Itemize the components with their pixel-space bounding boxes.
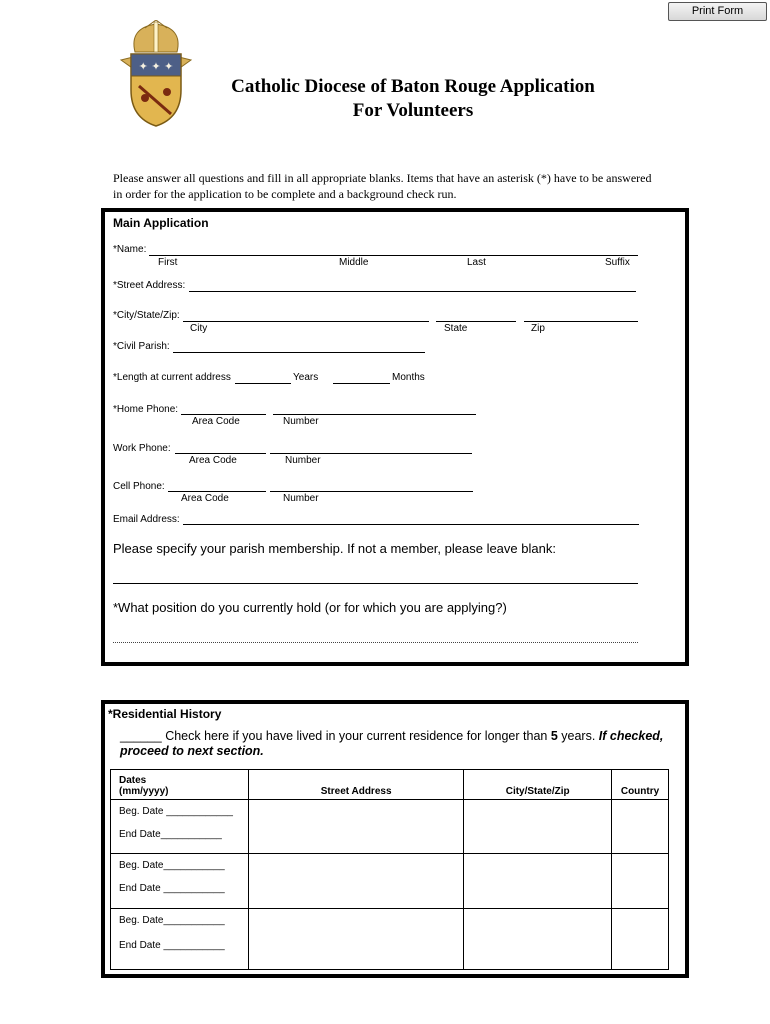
country-cell[interactable]	[612, 909, 669, 970]
end-date-field[interactable]: End Date___________	[119, 829, 222, 840]
print-form-button[interactable]: Print Form	[668, 2, 767, 21]
parish-membership-field[interactable]	[113, 583, 638, 584]
position-field[interactable]	[113, 642, 638, 643]
civil-parish-label: *Civil Parish:	[113, 341, 170, 352]
dates-cell	[111, 909, 249, 970]
residential-history-table	[110, 769, 669, 970]
cell-area-code-field[interactable]	[168, 491, 266, 492]
table-row	[111, 909, 669, 970]
residential-history-heading: *Residential History	[108, 707, 222, 721]
residence-check-statement	[120, 729, 663, 743]
city-field[interactable]	[183, 321, 429, 322]
street-address-column-header: Street Address	[248, 770, 463, 800]
work-area-code-field[interactable]	[175, 453, 266, 454]
end-date-field[interactable]: End Date ___________	[119, 883, 225, 894]
city-state-zip-column-header: City/State/Zip	[464, 770, 612, 800]
form-title-line1: Catholic Diocese of Baton Rouge Application	[231, 76, 595, 97]
home-phone-label: *Home Phone:	[113, 404, 179, 415]
beg-date-field[interactable]: Beg. Date___________	[119, 860, 225, 871]
name-field[interactable]	[149, 255, 638, 256]
city-state-zip-label: *City/State/Zip:	[113, 310, 180, 321]
country-cell[interactable]	[612, 800, 669, 854]
name-middle-caption: Middle	[339, 257, 369, 268]
cell-phone-label: Cell Phone:	[113, 481, 165, 492]
residence-check-mid: years.	[557, 729, 599, 743]
work-number-field[interactable]	[270, 453, 472, 454]
parish-membership-question: Please specify your parish membership. If not a member, please leave blank:	[113, 541, 556, 556]
home-number-caption: Number	[283, 416, 319, 427]
months-field[interactable]	[333, 383, 390, 384]
instructions-text: Please answer all questions and fill in all appropriate blanks. Items that have an asterisk (*) have to be answered in order for the application to be complete and a background check run.	[113, 171, 652, 201]
home-area-code-caption: Area Code	[192, 416, 240, 427]
email-field[interactable]	[183, 524, 639, 525]
months-label: Months	[392, 372, 425, 383]
civil-parish-field[interactable]	[173, 352, 425, 353]
table-row	[111, 800, 669, 854]
work-area-code-caption: Area Code	[189, 455, 237, 466]
main-application-heading: Main Application	[113, 216, 209, 230]
years-label: Years	[293, 372, 319, 383]
street-address-field[interactable]	[189, 291, 636, 292]
country-cell[interactable]	[612, 854, 669, 909]
name-first-caption: First	[158, 257, 178, 268]
form-title-line2: For Volunteers	[352, 100, 474, 121]
beg-date-field[interactable]: Beg. Date___________	[119, 915, 225, 926]
name-last-caption: Last	[467, 257, 486, 268]
dates-header-line1: Dates	[119, 775, 147, 786]
state-field[interactable]	[436, 321, 516, 322]
position-question: *What position do you currently hold (or for which you are applying?)	[113, 600, 507, 615]
city-state-zip-cell[interactable]	[464, 854, 612, 909]
state-caption: State	[444, 323, 468, 334]
street-address-label: *Street Address:	[113, 280, 186, 291]
street-address-cell[interactable]	[248, 854, 463, 909]
dates-cell	[111, 800, 249, 854]
main-application-inner-border	[104, 211, 686, 663]
zip-caption: Zip	[531, 323, 545, 334]
email-label: Email Address:	[113, 514, 180, 525]
length-at-address-label: *Length at current address	[113, 372, 231, 383]
cell-area-code-caption: Area Code	[181, 493, 229, 504]
table-row	[111, 854, 669, 909]
street-address-cell[interactable]	[248, 909, 463, 970]
home-number-field[interactable]	[273, 414, 476, 415]
beg-date-field[interactable]: Beg. Date ____________	[119, 806, 233, 817]
end-date-field[interactable]: End Date ___________	[119, 940, 225, 951]
residence-check-emphasis: If checked,	[598, 729, 664, 743]
work-number-caption: Number	[285, 455, 321, 466]
name-label: *Name:	[113, 244, 147, 255]
cell-number-field[interactable]	[270, 491, 473, 492]
dates-column-header	[111, 770, 249, 800]
residence-check-blank[interactable]: ______	[120, 729, 162, 743]
city-state-zip-cell[interactable]	[464, 909, 612, 970]
table-header-row	[111, 770, 669, 800]
dates-cell	[111, 854, 249, 909]
years-field[interactable]	[235, 383, 291, 384]
residence-check-line2: proceed to next section.	[120, 744, 264, 758]
city-state-zip-cell[interactable]	[464, 800, 612, 854]
residence-check-years: 5	[550, 729, 558, 743]
work-phone-label: Work Phone:	[113, 443, 171, 454]
residence-check-text: Check here if you have lived in your current residence for longer than	[161, 729, 551, 743]
city-caption: City	[190, 323, 208, 334]
home-area-code-field[interactable]	[181, 414, 266, 415]
zip-field[interactable]	[524, 321, 638, 322]
cell-number-caption: Number	[283, 493, 319, 504]
svg-text:✦ ✦ ✦: ✦ ✦ ✦	[138, 60, 174, 73]
country-column-header: Country	[612, 770, 669, 800]
name-suffix-caption: Suffix	[605, 257, 630, 268]
dates-header-line2: (mm/yyyy)	[119, 786, 169, 797]
street-address-cell[interactable]	[248, 800, 463, 854]
